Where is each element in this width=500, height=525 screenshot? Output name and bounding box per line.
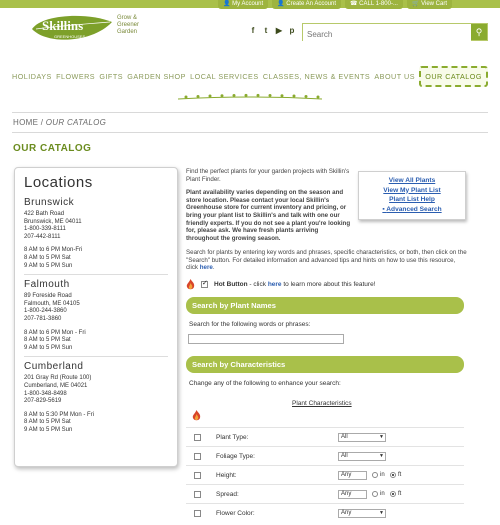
height-checkbox[interactable] xyxy=(194,472,201,479)
names-search-input[interactable] xyxy=(188,334,344,344)
search-icon: ⚲ xyxy=(475,27,483,37)
height-ft-radio[interactable] xyxy=(390,472,396,478)
intro-text: Find the perfect plants for your garden projects with Skillin's Plant Finder. Plant availability varies depending on the season and store location. Please contact your local Skillin's Greenhouse store for current inventory and pricing, or bring your plant list to Skillin's and talk with one our friendly experts. If you do not see a plant you're looking for, please ask. We have fresh plants arriving throughout the growing season. xyxy=(186,168,351,242)
hot-button-row: ✓ Hot Button - click here to learn more about this feature! xyxy=(186,279,376,290)
nav-about-us[interactable]: ABOUT US xyxy=(374,72,415,81)
facebook-icon[interactable]: f xyxy=(251,26,255,35)
phone-icon: ☎ xyxy=(350,1,360,7)
help-here-link[interactable]: here xyxy=(199,264,213,272)
spread-checkbox[interactable] xyxy=(194,491,201,498)
tab-call[interactable]: ☎ CALL 1-800-... xyxy=(345,0,403,9)
skillins-logo[interactable] xyxy=(28,12,114,46)
characteristic-row-foliage-type: Foliage Type: All ▼ xyxy=(186,446,464,465)
spread-ft-radio[interactable] xyxy=(390,491,396,497)
search-box xyxy=(302,23,488,41)
height-in-radio[interactable] xyxy=(372,472,378,478)
nav-flowers[interactable]: FLOWERS xyxy=(56,72,96,81)
breadcrumb-home[interactable]: HOME xyxy=(13,118,39,127)
tab-create-account[interactable]: 👤 Create An Account xyxy=(272,0,341,9)
store-hours: 8 AM to 6 PM Mon-Fri 8 AM to 5 PM Sat 9 AM to 5 PM Sun xyxy=(24,247,83,269)
characteristic-row-spread: Spread: Any in ft xyxy=(186,484,464,503)
logo-text: Skillins xyxy=(42,18,84,33)
store-address: 89 Foreside Road Falmouth, ME 04105 1-800-244-3860 207-781-3860 xyxy=(24,293,80,322)
store-name: Falmouth xyxy=(24,279,70,291)
view-my-plant-list-link[interactable]: View My Plant List xyxy=(383,186,441,194)
characteristic-row-flower-color: Flower Color: Any ▼ xyxy=(186,503,464,522)
height-input[interactable]: Any xyxy=(338,471,367,480)
plant-list-help-link[interactable]: Plant List Help xyxy=(389,196,435,203)
spread-input[interactable]: Any xyxy=(338,490,367,499)
search-by-names-header: Search by Plant Names xyxy=(186,297,464,314)
flame-icon xyxy=(192,410,201,421)
search-by-characteristics-header: Search by Characteristics xyxy=(186,356,464,373)
nav-local-services[interactable]: LOCAL SERVICES xyxy=(190,72,259,81)
advanced-search-link[interactable]: ▪ Advanced Search xyxy=(382,205,442,213)
view-all-plants-link[interactable]: View All Plants xyxy=(388,177,436,184)
plant-type-checkbox[interactable] xyxy=(194,434,201,441)
store-address: 201 Gray Rd (Route 100) Cumberland, ME 04021 1-800-348-8498 207-829-5619 xyxy=(24,375,92,405)
store-hours: 8 AM to 6 PM Mon - Fri 8 AM to 5 PM Sat 9 AM to 5 PM Sun xyxy=(24,329,86,351)
characteristic-row-plant-type: Plant Type: All ▼ xyxy=(186,427,464,446)
page-title: OUR CATALOG xyxy=(13,143,92,154)
divider xyxy=(12,112,488,113)
cart-icon: 🛒 xyxy=(411,1,422,7)
vine-divider xyxy=(178,93,322,101)
twitter-icon[interactable]: t xyxy=(264,26,268,35)
flower-color-checkbox[interactable] xyxy=(194,510,201,517)
tab-view-cart[interactable]: 🛒 View Cart xyxy=(407,0,452,9)
nav-gifts[interactable]: GIFTS xyxy=(99,72,124,81)
pinterest-icon[interactable]: p xyxy=(289,26,295,35)
locations-title: Locations xyxy=(24,174,93,191)
tagline: Grow & Greener Garden xyxy=(117,15,140,35)
store-name: Brunswick xyxy=(24,197,75,208)
flame-icon xyxy=(186,279,195,290)
nav-garden-shop[interactable]: GARDEN SHOP xyxy=(127,72,186,81)
social-links xyxy=(249,26,296,35)
flower-color-select[interactable]: Any ▼ xyxy=(338,509,386,518)
user-icon: 👤 xyxy=(223,1,233,7)
spread-in-radio[interactable] xyxy=(372,491,378,497)
checkbox-icon: ▪ xyxy=(382,205,387,213)
plant-type-select[interactable]: All ▼ xyxy=(338,433,386,442)
nav-holidays[interactable]: HOLIDAYS xyxy=(12,72,52,81)
tab-my-account[interactable]: 👤 My Account xyxy=(218,0,268,9)
characteristics-label: Change any of the following to enhance your search: xyxy=(189,380,341,387)
hot-button-checkbox[interactable] xyxy=(201,281,208,288)
search-input[interactable] xyxy=(303,27,471,43)
foliage-type-select[interactable]: All ▼ xyxy=(338,452,386,461)
store-address: 422 Bath Road Brunswick, ME 04011 1-800-339-8111 207-442-8111 xyxy=(24,211,82,240)
help-paragraph: Search for plants by entering key words and phrases, specific characteristics, or both, then click on the "Search" button. For detailed information and advanced tips and hints on how to use this resource, click here. xyxy=(186,249,467,272)
youtube-icon[interactable]: ▶ xyxy=(275,26,283,35)
breadcrumb-current: OUR CATALOG xyxy=(45,118,107,127)
nav-classes-news-events[interactable]: CLASSES, NEWS & EVENTS xyxy=(262,72,371,81)
divider xyxy=(12,132,488,133)
plant-characteristics-title: Plant Characteristics xyxy=(292,400,352,407)
names-search-label: Search for the following words or phrases: xyxy=(189,321,311,328)
characteristic-row-height: Height: Any in ft xyxy=(186,465,464,484)
hot-button-here-link[interactable]: here xyxy=(267,281,282,288)
user-plus-icon: 👤 xyxy=(277,1,287,7)
locations-panel xyxy=(14,167,178,467)
main-nav xyxy=(12,66,488,87)
store-hours: 8 AM to 5:30 PM Mon - Fri 8 AM to 5 PM Sat 9 AM to 5 PM Sun xyxy=(24,411,95,433)
search-button[interactable] xyxy=(471,24,487,40)
foliage-type-checkbox[interactable] xyxy=(194,453,201,460)
store-name: Cumberland xyxy=(24,361,84,373)
nav-our-catalog[interactable]: OUR CATALOG xyxy=(419,66,488,87)
utility-tabs xyxy=(218,0,452,9)
plant-list-links xyxy=(358,171,466,220)
logo-subtext: GREENHOUSES xyxy=(54,34,86,39)
breadcrumb: HOME / OUR CATALOG xyxy=(13,118,107,127)
